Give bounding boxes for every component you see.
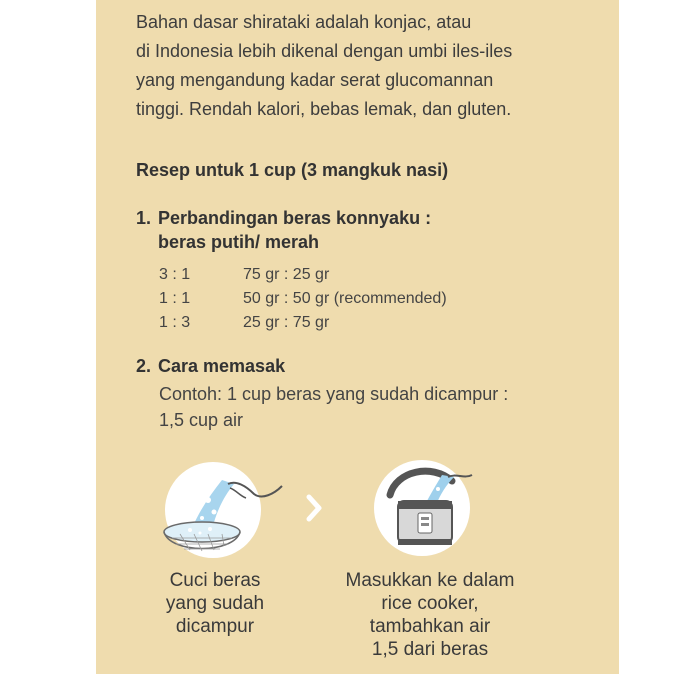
ratio-row (159, 314, 329, 332)
caption-line: 1,5 dari beras (371, 639, 489, 660)
ratio-value: 1 : 3 (159, 314, 191, 331)
step-number: 2. (136, 356, 152, 376)
step-2-text-line-1: Contoh: 1 cup beras yang sudah dicampur : (159, 384, 509, 404)
step-1-title (136, 206, 431, 254)
ratio-value: 3 : 1 (159, 266, 191, 283)
caption-line: rice cooker, (381, 593, 479, 614)
chevron-right-icon (304, 494, 324, 522)
step-2-text (159, 381, 508, 433)
step-1-title-line-2: beras putih/ merah (158, 232, 320, 252)
ratio-amount: 25 gr : 75 gr (243, 314, 330, 331)
ratio-row (159, 266, 329, 284)
intro-line: tinggi. Rendah kalori, bebas lemak, dan gluten. (136, 99, 512, 119)
wash-caption (150, 569, 280, 638)
step-2-title-text: Cara memasak (158, 356, 286, 376)
intro-paragraph (136, 8, 606, 124)
intro-line: Bahan dasar shirataki adalah konjac, atau (136, 12, 472, 32)
rice-cooker-icon (372, 455, 482, 560)
ratio-amount: 50 gr : 50 gr (recommended) (243, 290, 447, 307)
intro-line: di Indonesia lebih dikenal dengan umbi iles-iles (136, 41, 513, 61)
caption-line: Cuci beras (169, 570, 261, 591)
step-2-title (136, 354, 285, 378)
caption-line: tambahkan air (369, 616, 491, 637)
rice-washing-icon (150, 450, 290, 560)
recipe-heading: Resep untuk 1 cup (3 mangkuk nasi) (136, 160, 449, 180)
step-2-text-line-2: 1,5 cup air (159, 410, 244, 430)
ratio-value: 1 : 1 (159, 290, 191, 307)
cook-caption (325, 569, 535, 661)
step-number: 1. (136, 208, 152, 228)
ratio-amount: 75 gr : 25 gr (243, 266, 330, 283)
intro-line: yang mengandung kadar serat glucomannan (136, 70, 494, 90)
step-1-title-line-1: Perbandingan beras konnyaku : (158, 208, 432, 228)
caption-line: dicampur (175, 616, 255, 637)
caption-line: Masukkan ke dalam (345, 570, 515, 591)
ratio-row (159, 290, 447, 308)
caption-line: yang sudah (165, 593, 265, 614)
